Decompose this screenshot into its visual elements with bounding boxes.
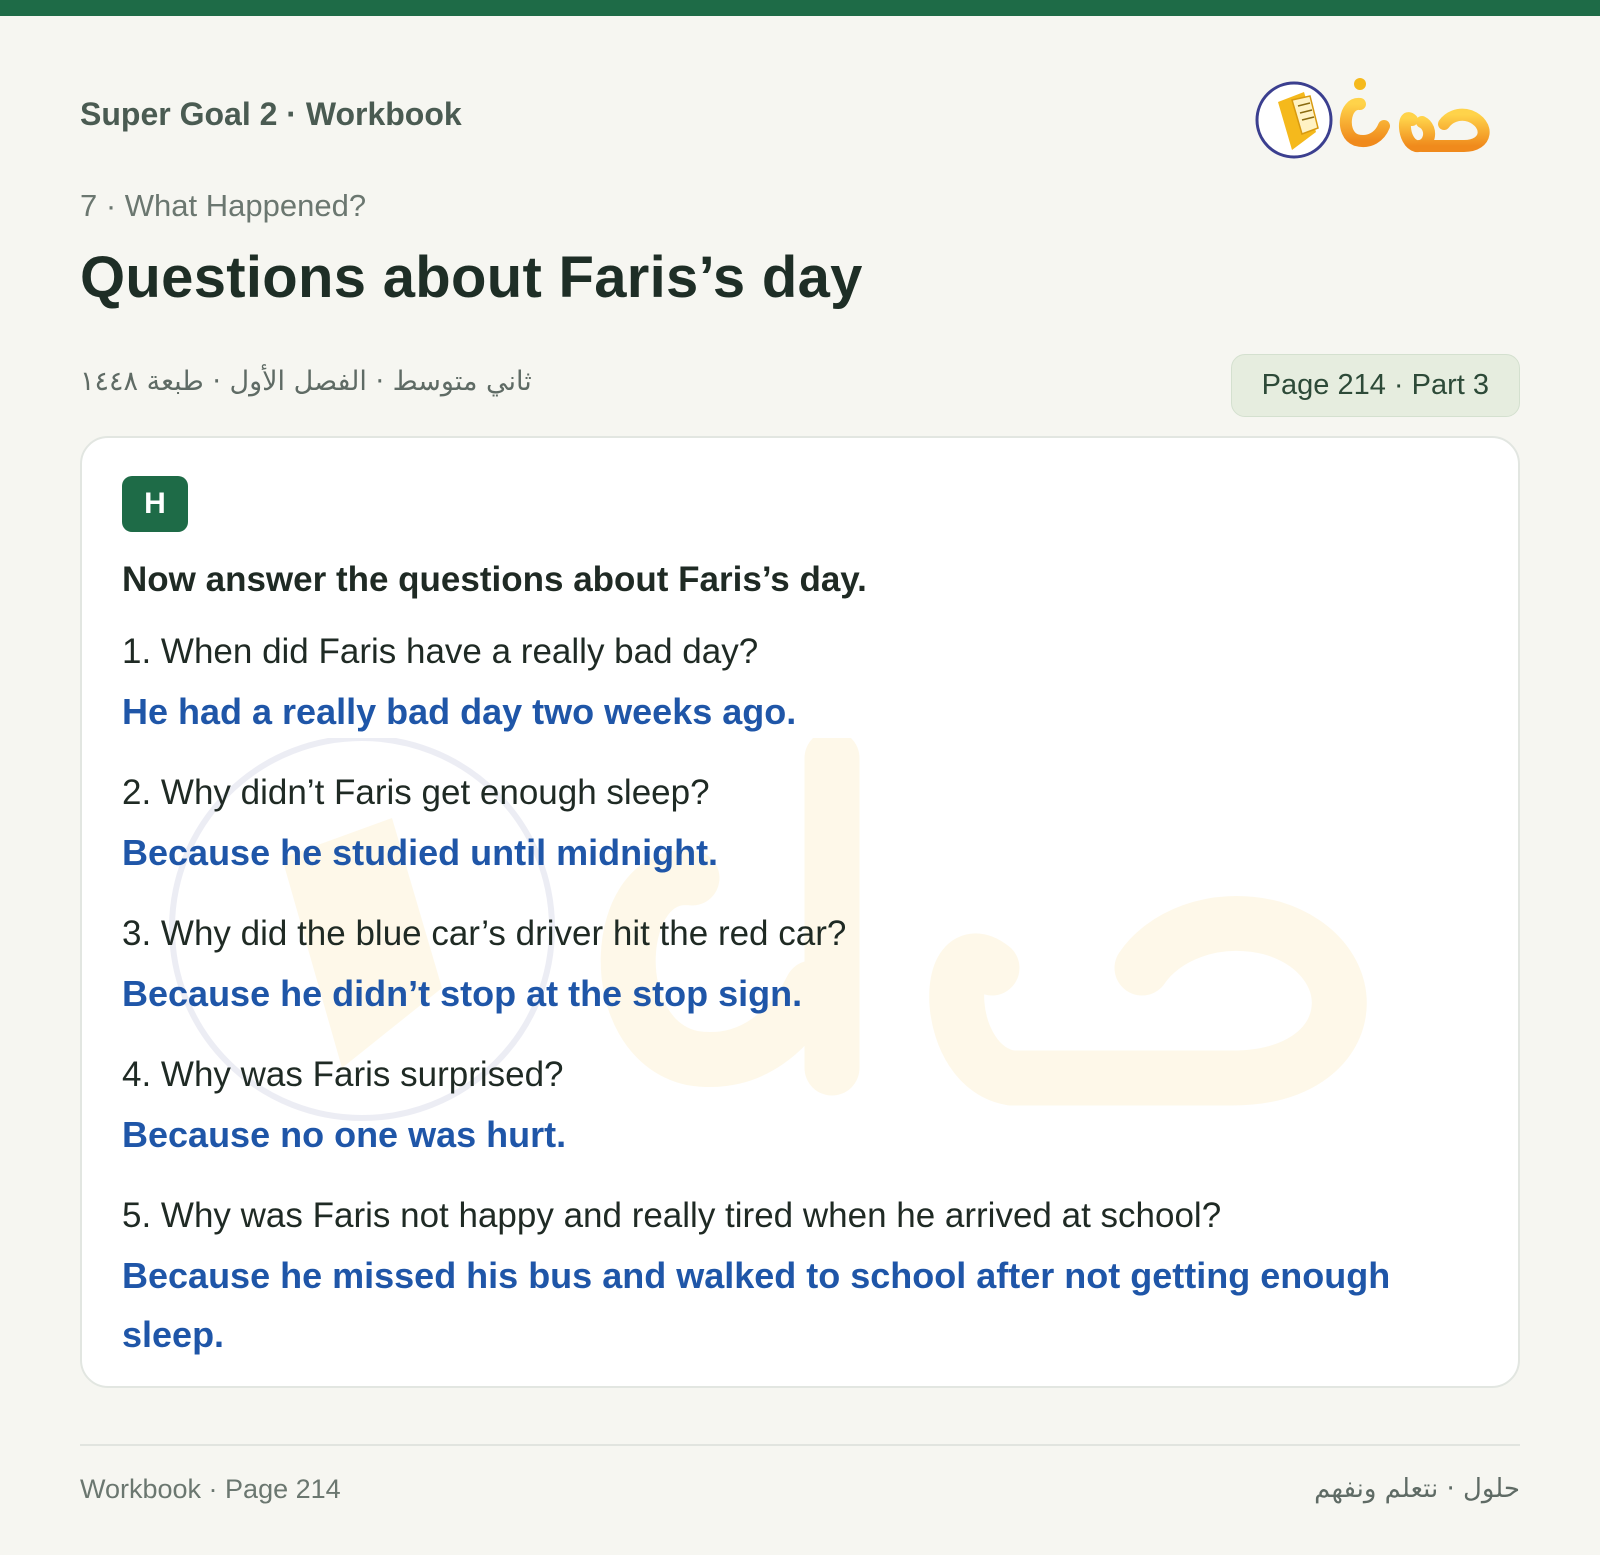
exercise-content <box>122 476 1482 1364</box>
exercise-letter-badge: H <box>122 476 188 532</box>
exercise-instruction: Now answer the questions about Faris’s day. <box>122 560 867 599</box>
qa-item-1 <box>122 624 1482 741</box>
answer-3: Because he didn’t stop at the stop sign. <box>122 973 803 1014</box>
footer-page-info: Workbook · Page 214 <box>80 1474 341 1504</box>
question-2: 2. Why didn’t Faris get enough sleep? <box>122 773 710 812</box>
logo-wordmark <box>1346 80 1484 148</box>
answer-5: Because he missed his bus and walked to school after not getting enough sleep. <box>122 1255 1391 1355</box>
question-4: 4. Why was Faris surprised? <box>122 1055 564 1094</box>
unit-line: 7 · What Happened? <box>80 188 367 223</box>
question-1: 1. When did Faris have a really bad day? <box>122 632 759 671</box>
footer-divider <box>80 1444 1520 1446</box>
exercise-card <box>80 436 1520 1388</box>
qa-item-5 <box>122 1188 1482 1364</box>
answer-1: He had a really bad day two weeks ago. <box>122 691 797 732</box>
qa-item-2 <box>122 765 1482 882</box>
answer-4: Because no one was hurt. <box>122 1114 567 1155</box>
footer-brand: حلول · نتعلم ونفهم <box>1314 1474 1520 1504</box>
page-badge: Page 214 · Part 3 <box>1231 354 1520 417</box>
top-accent-bar <box>0 0 1600 16</box>
book-title: Super Goal 2 · Workbook <box>80 96 462 132</box>
book-icon <box>1257 83 1331 157</box>
arabic-course-info: ثاني متوسط · الفصل الأول · طبعة ١٤٤٨ <box>80 366 532 397</box>
qa-item-3 <box>122 906 1482 1023</box>
question-3: 3. Why did the blue car’s driver hit the red car? <box>122 914 847 953</box>
page-wrapper <box>80 16 1520 1504</box>
question-5: 5. Why was Faris not happy and really tired when he arrived at school? <box>122 1196 1222 1235</box>
meta-row <box>80 338 1520 418</box>
page-title: Questions about Faris’s day <box>80 245 863 310</box>
hulul-logo <box>1252 62 1502 172</box>
page-header <box>80 16 1520 310</box>
answer-2: Because he studied until midnight. <box>122 832 719 873</box>
qa-item-4 <box>122 1047 1482 1164</box>
